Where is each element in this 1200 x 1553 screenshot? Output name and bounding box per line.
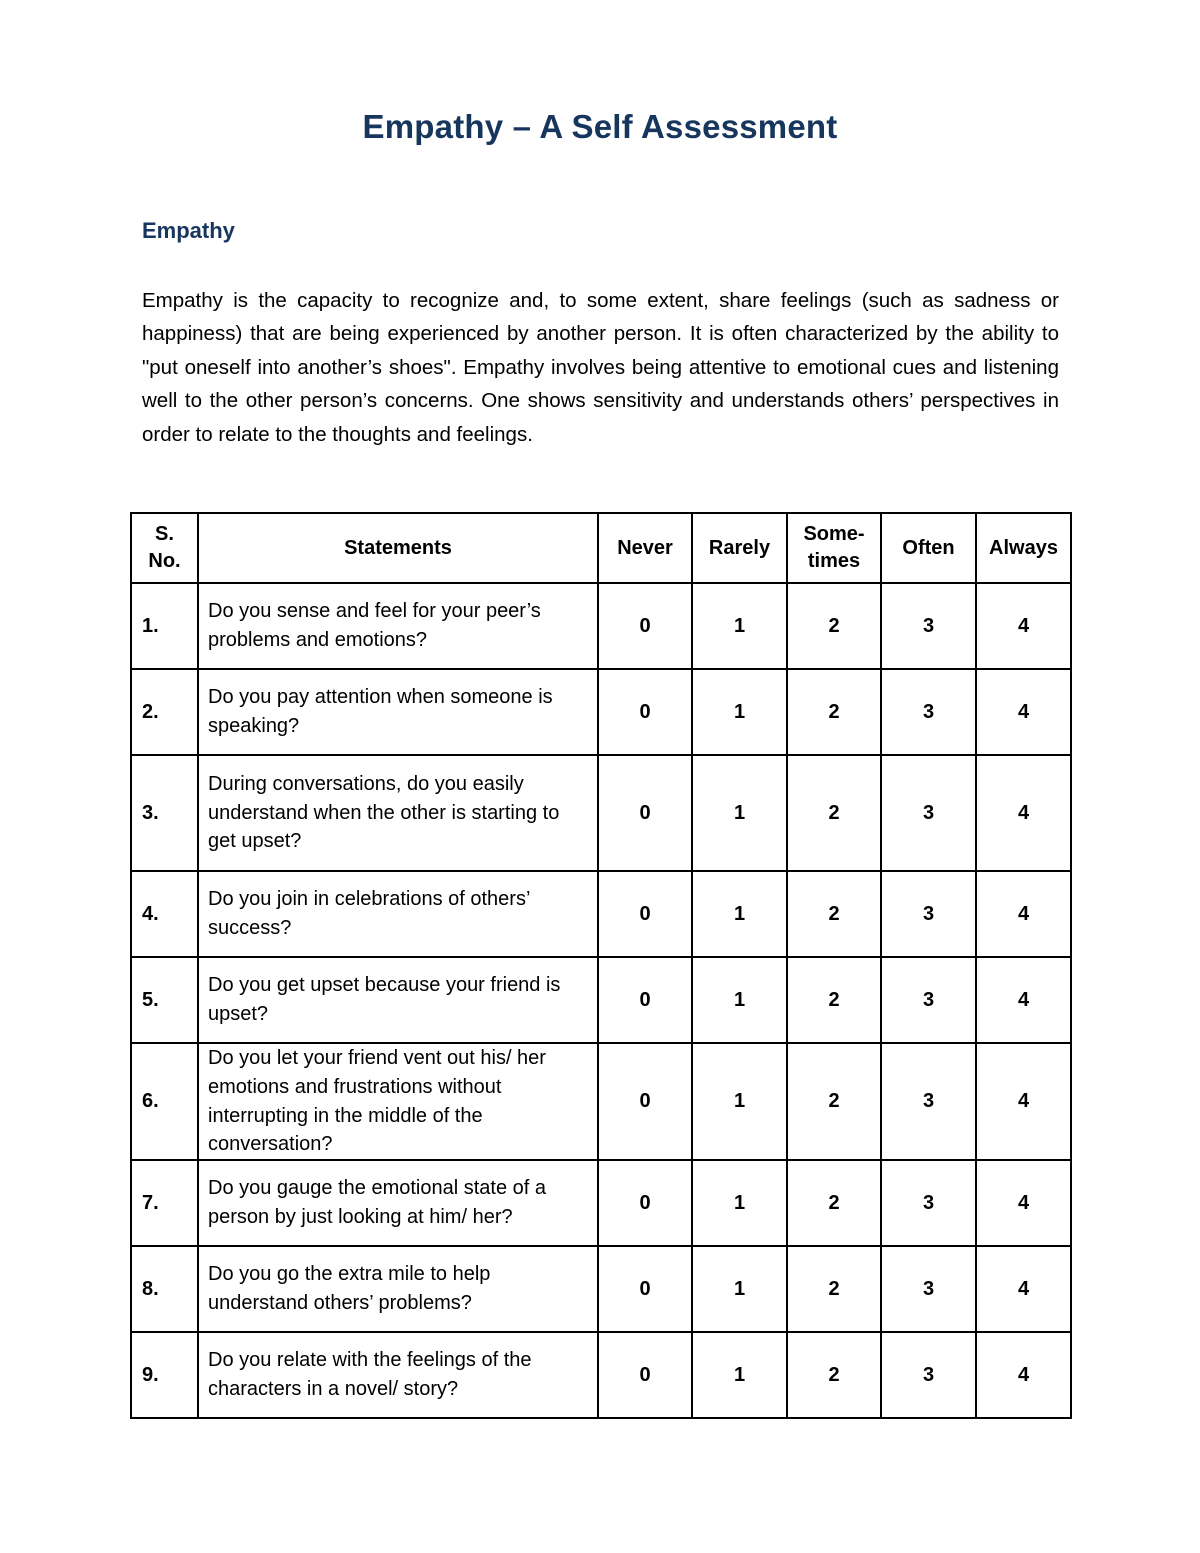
- score-sometimes: 2: [787, 669, 881, 755]
- score-sometimes: 2: [787, 755, 881, 871]
- score-often: 3: [881, 1043, 976, 1160]
- score-rarely: 1: [692, 1160, 787, 1246]
- statement-text: Do you sense and feel for your peer’s problems and emotions?: [198, 583, 598, 669]
- score-never: 0: [598, 957, 692, 1043]
- score-sometimes: 2: [787, 957, 881, 1043]
- score-always: 4: [976, 583, 1071, 669]
- score-never: 0: [598, 1332, 692, 1418]
- score-never: 0: [598, 871, 692, 957]
- table-row: [131, 1246, 1071, 1332]
- header-statements: Statements: [198, 513, 598, 583]
- score-always: 4: [976, 871, 1071, 957]
- statement-text: During conversations, do you easily understand when the other is starting to get upset?: [198, 755, 598, 871]
- score-never: 0: [598, 1043, 692, 1160]
- score-always: 4: [976, 1246, 1071, 1332]
- score-never: 0: [598, 669, 692, 755]
- table-row: [131, 1160, 1071, 1246]
- header-often: Often: [881, 513, 976, 583]
- score-always: 4: [976, 669, 1071, 755]
- header-never: Never: [598, 513, 692, 583]
- score-never: 0: [598, 755, 692, 871]
- statement-text: Do you gauge the emotional state of a person by just looking at him/ her?: [198, 1160, 598, 1246]
- score-rarely: 1: [692, 957, 787, 1043]
- score-always: 4: [976, 1332, 1071, 1418]
- score-never: 0: [598, 583, 692, 669]
- row-number: 9.: [131, 1332, 198, 1418]
- document-title: Empathy – A Self Assessment: [362, 108, 838, 145]
- score-rarely: 1: [692, 755, 787, 871]
- table-row: [131, 1043, 1071, 1160]
- statement-text: Do you relate with the feelings of the characters in a novel/ story?: [198, 1332, 598, 1418]
- table-row: [131, 957, 1071, 1043]
- row-number: 1.: [131, 583, 198, 669]
- row-number: 6.: [131, 1043, 198, 1160]
- statement-text: Do you join in celebrations of others’ success?: [198, 871, 598, 957]
- score-often: 3: [881, 583, 976, 669]
- score-always: 4: [976, 1043, 1071, 1160]
- score-often: 3: [881, 1332, 976, 1418]
- score-never: 0: [598, 1160, 692, 1246]
- score-sometimes: 2: [787, 1160, 881, 1246]
- score-never: 0: [598, 1246, 692, 1332]
- score-sometimes: 2: [787, 1332, 881, 1418]
- row-number: 7.: [131, 1160, 198, 1246]
- score-often: 3: [881, 669, 976, 755]
- table-row: [131, 755, 1071, 871]
- score-rarely: 1: [692, 1043, 787, 1160]
- score-always: 4: [976, 1160, 1071, 1246]
- row-number: 5.: [131, 957, 198, 1043]
- header-always: Always: [976, 513, 1071, 583]
- table-row: [131, 583, 1071, 669]
- score-often: 3: [881, 1246, 976, 1332]
- statement-text: Do you let your friend vent out his/ her emotions and frustrations without interrupting in the middle of the conversation?: [198, 1043, 598, 1160]
- statement-text: Do you go the extra mile to help understand others’ problems?: [198, 1246, 598, 1332]
- row-number: 2.: [131, 669, 198, 755]
- section-heading: Empathy: [142, 218, 235, 243]
- header-rarely: Rarely: [692, 513, 787, 583]
- table-header-row: [131, 513, 1071, 583]
- score-sometimes: 2: [787, 871, 881, 957]
- header-sometimes: Some-times: [787, 513, 881, 583]
- header-sno: S. No.: [131, 513, 198, 583]
- score-often: 3: [881, 871, 976, 957]
- score-always: 4: [976, 957, 1071, 1043]
- intro-paragraph: Empathy is the capacity to recognize and, to some extent, share feelings (such as sadness or happiness) that are being experienced by another person. It is often characterized by the ability to "put oneself into another’s shoes". Empathy involves being attentive to emotional cues and listening well to the other person’s concerns. One shows sensitivity and understands others’ perspectives in order to relate to the thoughts and feelings.: [142, 289, 1059, 446]
- score-rarely: 1: [692, 871, 787, 957]
- score-sometimes: 2: [787, 1043, 881, 1160]
- score-always: 4: [976, 755, 1071, 871]
- row-number: 3.: [131, 755, 198, 871]
- score-sometimes: 2: [787, 583, 881, 669]
- score-rarely: 1: [692, 1332, 787, 1418]
- table-row: [131, 1332, 1071, 1418]
- score-often: 3: [881, 1160, 976, 1246]
- score-often: 3: [881, 755, 976, 871]
- statement-text: Do you pay attention when someone is speaking?: [198, 669, 598, 755]
- statement-text: Do you get upset because your friend is upset?: [198, 957, 598, 1043]
- score-often: 3: [881, 957, 976, 1043]
- score-rarely: 1: [692, 1246, 787, 1332]
- row-number: 4.: [131, 871, 198, 957]
- row-number: 8.: [131, 1246, 198, 1332]
- assessment-table: [130, 512, 1072, 1419]
- score-rarely: 1: [692, 583, 787, 669]
- score-sometimes: 2: [787, 1246, 881, 1332]
- table-row: [131, 669, 1071, 755]
- score-rarely: 1: [692, 669, 787, 755]
- table-row: [131, 871, 1071, 957]
